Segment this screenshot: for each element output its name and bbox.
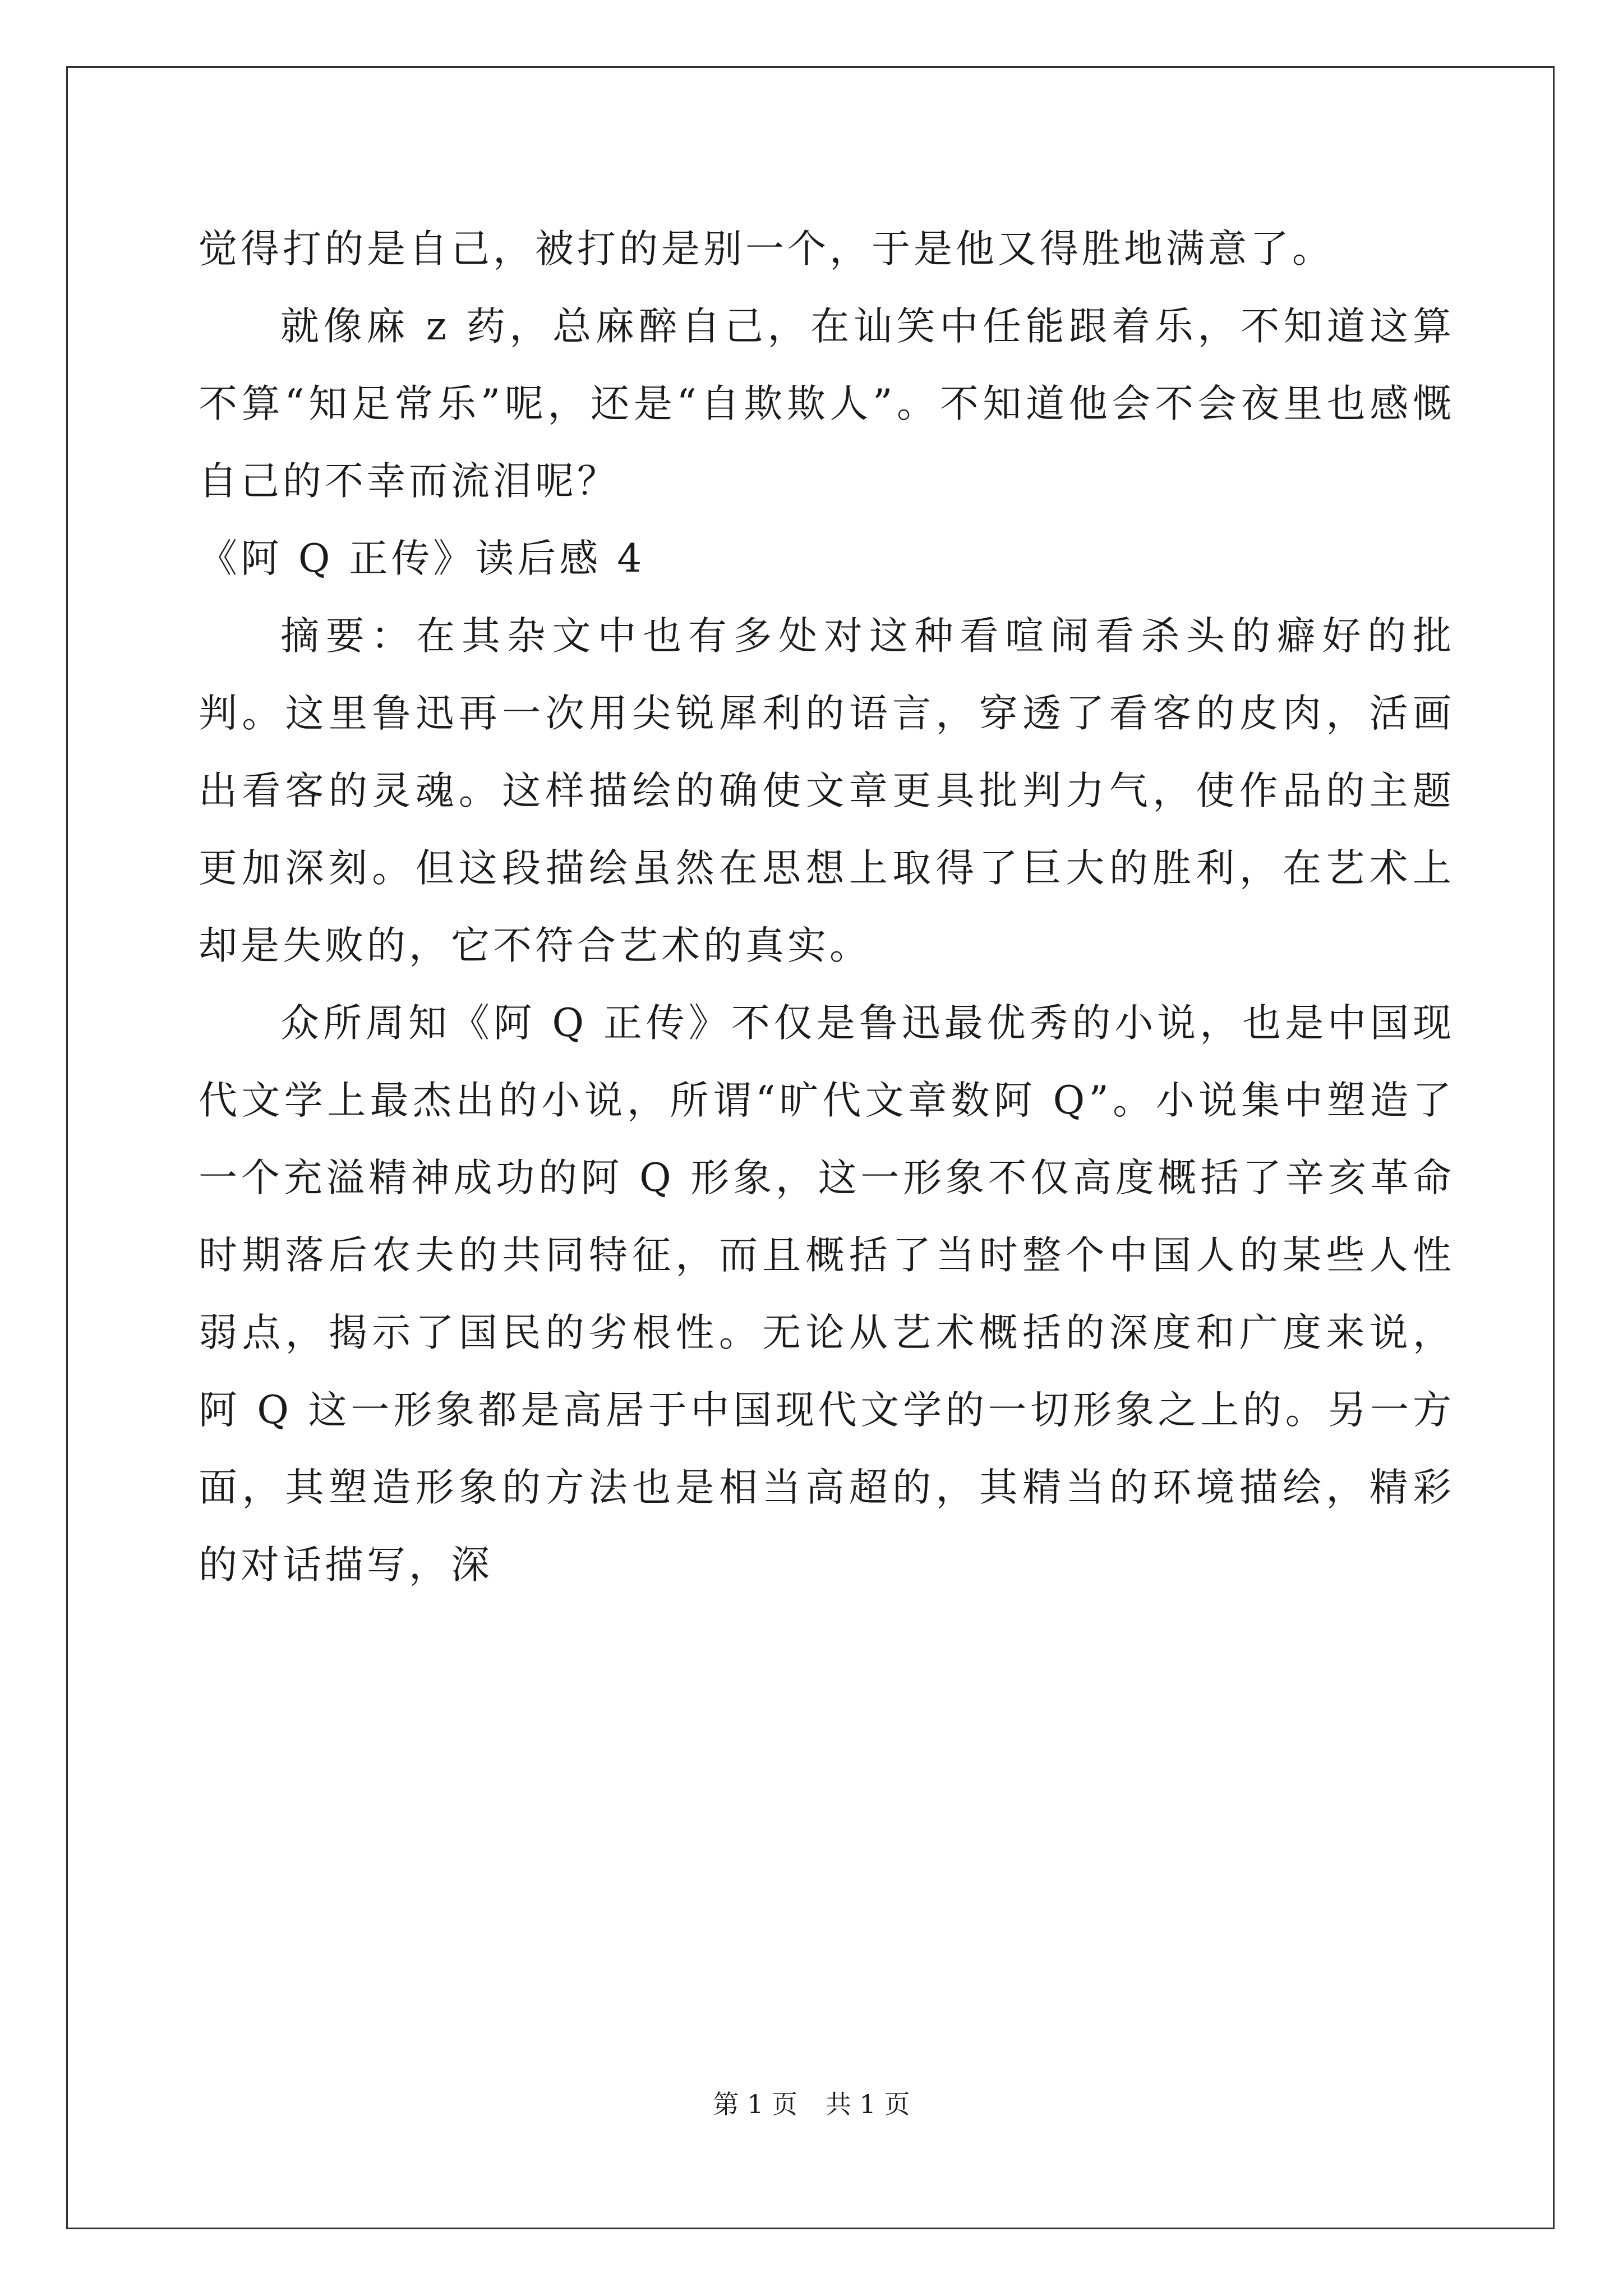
document-body [199,210,1455,1604]
paragraph-1: 觉得打的是自己，被打的是别一个，于是他又得胜地满意了。 [199,227,1334,272]
paragraph-3: 摘要：在其杂文中也有多处对这种看喧闹看杀头的癖好的批判。这里鲁迅再一次用尖锐犀利的语言，穿透了看客的皮肉，活画出看客的灵魂。这样描绘的确使文章更具批判力气，使作品的主题更加深刻。但这段描绘虽然在思想上取得了巨大的胜利，在艺术上却是失败的，它不符合艺术的真实。 [199,614,1455,968]
page-number: 第 1 页 [713,2089,797,2119]
section-heading: 《阿 Q 正传》读后感 4 [199,536,645,581]
paragraph-2: 就像麻 z 药，总麻醉自己，在讪笑中任能跟着乐，不知道这算不算“知足常乐”呢，还是“自欺欺人”。不知道他会不会夜里也感慨自己的不幸而流泪呢？ [199,304,1455,504]
page-total: 共 1 页 [826,2089,910,2119]
paragraph-4: 众所周知《阿 Q 正传》不仅是鲁迅最优秀的小说，也是中国现代文学上最杰出的小说，所谓“旷代文章数阿 Q”。小说集中塑造了一个充溢精神成功的阿 Q 形象，这一形象不仅高度概括了辛亥革命时期落后农夫的共同特征，而且概括了当时整个中国人的某些人性弱点，揭示了国民的劣根性。无论从艺术概括的深度和广度来说，阿 Q 这一形象都是高居于中国现代文学的一切形象之上的。另一方面，其塑造形象的方法也是相当高超的，其精当的环境描绘，精彩的对话描写，深 [199,1001,1455,1588]
page-footer [0,2084,1623,2121]
